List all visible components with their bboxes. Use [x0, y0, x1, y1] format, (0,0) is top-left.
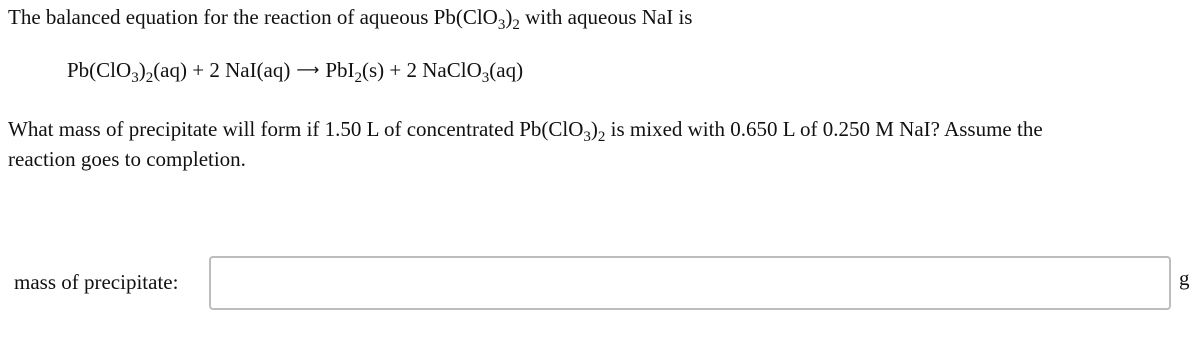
- balanced-equation: [67, 58, 524, 86]
- product-2-subscript-3: 3: [481, 70, 490, 86]
- question-text-a: What mass of precipitate will form if 1.50 L of concentrated Pb(ClO: [8, 117, 584, 141]
- reaction-arrow-icon: ⟶: [296, 60, 320, 79]
- product-2-state: (aq): [489, 58, 524, 82]
- question-subscript-2: 2: [597, 129, 606, 145]
- answer-label: mass of precipitate:: [14, 270, 179, 294]
- intro-text: [8, 5, 693, 33]
- reactants-rest: (aq) + 2 NaI(aq): [153, 58, 291, 82]
- intro-subscript-2: 2: [512, 17, 520, 33]
- question-line-2: reaction goes to completion.: [8, 147, 246, 171]
- product-1-subscript-2: 2: [354, 70, 362, 86]
- question-subscript-3: 3: [583, 129, 591, 145]
- product-1: PbI: [325, 58, 355, 82]
- unit-label: g: [1179, 266, 1190, 290]
- intro-text-after: with aqueous NaI is: [519, 5, 693, 29]
- reactant-1: Pb(ClO: [67, 58, 132, 82]
- mass-of-precipitate-input[interactable]: [209, 256, 1171, 310]
- intro-subscript-3: 3: [497, 17, 506, 33]
- question-paren: ): [590, 117, 598, 141]
- question-line-1: [8, 117, 1043, 145]
- products-rest: (s) + 2 NaClO: [362, 58, 482, 82]
- intro-text-before: The balanced equation for the reaction of aqueous Pb(ClO: [8, 5, 498, 29]
- reactant-1-subscript-2: 2: [145, 70, 154, 86]
- reactant-1-subscript-3: 3: [131, 70, 139, 86]
- question-text-c: is mixed with 0.650 L of 0.250 M NaI? Assume the: [605, 117, 1043, 141]
- intro-paren: ): [505, 5, 513, 29]
- reactant-1-paren: ): [138, 58, 146, 82]
